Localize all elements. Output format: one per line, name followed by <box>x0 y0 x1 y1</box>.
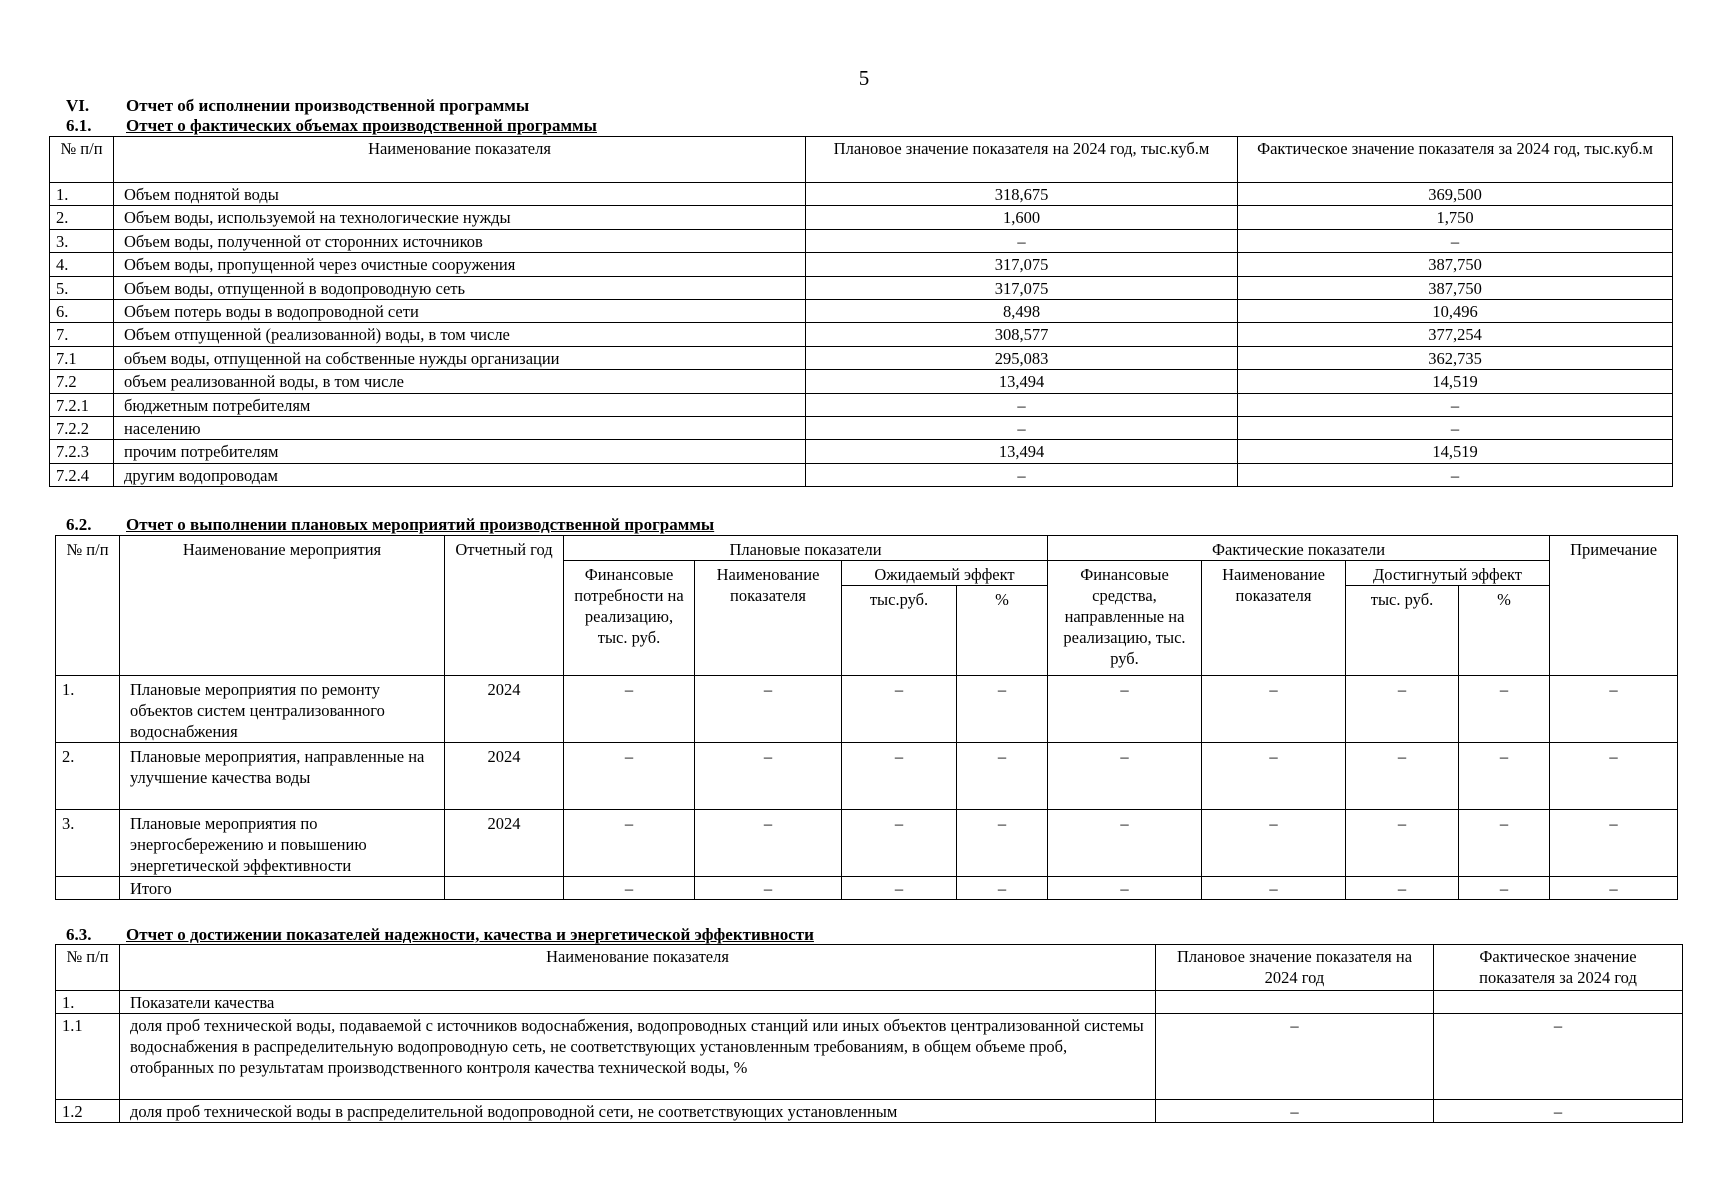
header-num: № п/п <box>56 945 120 991</box>
header-ach-pct: % <box>1459 586 1550 676</box>
table-row <box>56 1100 1683 1123</box>
page-number: 5 <box>858 66 870 90</box>
table-row <box>50 370 1673 393</box>
row-plan: 317,075 <box>806 253 1238 276</box>
row-value: – <box>564 676 695 743</box>
row-plan: 13,494 <box>806 440 1238 463</box>
table-row <box>50 229 1673 252</box>
header-note: Примечание <box>1550 536 1678 676</box>
row-value: – <box>1202 810 1346 877</box>
section-vi-title: Отчет об исполнении производственной программы <box>126 96 530 115</box>
table-row <box>50 253 1673 276</box>
quality-indicators-table <box>55 944 1683 1123</box>
row-value: – <box>1346 743 1459 810</box>
row-fact: 14,519 <box>1238 370 1673 393</box>
row-fact: – <box>1434 1014 1683 1100</box>
header-fact: Фактическое значение показателя за 2024 год, тыс.куб.м <box>1238 137 1673 183</box>
table-header-row <box>50 137 1673 183</box>
row-plan: – <box>806 463 1238 486</box>
row-plan: 308,577 <box>806 323 1238 346</box>
header-ach-rub: тыс. руб. <box>1346 586 1459 676</box>
row-value: – <box>1048 810 1202 877</box>
row-plan: – <box>806 393 1238 416</box>
row-name: другим водопроводам <box>114 463 806 486</box>
row-num: 7.2.2 <box>50 416 114 439</box>
row-value: – <box>1048 676 1202 743</box>
row-name: доля проб технической воды, подаваемой с источников водоснабжения, водопроводных станций или иных объектов централизованной системы водоснабжения в распределительную водопроводную сеть, не соответствующих установленным требованиям, в общем объеме проб, отобранных по результатам производственного контроля качества технической воды, % <box>120 1014 1156 1100</box>
row-plan <box>1156 991 1434 1014</box>
row-note: – <box>1550 743 1678 810</box>
row-note: – <box>1550 676 1678 743</box>
row-value: – <box>1048 877 1202 900</box>
header-year: Отчетный год <box>445 536 564 676</box>
row-fact: – <box>1238 463 1673 486</box>
row-num: 7.2.1 <box>50 393 114 416</box>
row-fact: 10,496 <box>1238 299 1673 322</box>
section-vi-number: VI. <box>66 96 90 115</box>
row-plan: 295,083 <box>806 346 1238 369</box>
table-row <box>50 323 1673 346</box>
row-num: 5. <box>50 276 114 299</box>
row-fact: 387,750 <box>1238 253 1673 276</box>
row-plan: 13,494 <box>806 370 1238 393</box>
row-value: – <box>957 676 1048 743</box>
table-header-row <box>56 945 1683 991</box>
row-num: 4. <box>50 253 114 276</box>
table-header-row <box>56 536 1678 561</box>
row-name: доля проб технической воды в распределительной водопроводной сети, не соответствующих установленным <box>120 1100 1156 1123</box>
row-num: 1.1 <box>56 1014 120 1100</box>
row-name: Плановые мероприятия по ремонту объектов систем централизованного водоснабжения <box>120 676 445 743</box>
row-value: – <box>1459 676 1550 743</box>
row-plan: 318,675 <box>806 183 1238 206</box>
row-name: Объем воды, отпущенной в водопроводную сеть <box>114 276 806 299</box>
row-name: бюджетным потребителям <box>114 393 806 416</box>
header-fin-need: Финансовые потребности на реализацию, тыс. руб. <box>564 561 695 676</box>
table-row <box>56 743 1678 810</box>
row-year: 2024 <box>445 810 564 877</box>
header-num: № п/п <box>50 137 114 183</box>
row-value: – <box>1202 877 1346 900</box>
row-num: 7.2.3 <box>50 440 114 463</box>
row-value: – <box>842 810 957 877</box>
header-actual: Фактические показатели <box>1048 536 1550 561</box>
row-value: – <box>1459 810 1550 877</box>
header-name: Наименование мероприятия <box>120 536 445 676</box>
header-name: Наименование показателя <box>114 137 806 183</box>
row-name: Объем поднятой воды <box>114 183 806 206</box>
row-value: – <box>1346 676 1459 743</box>
row-num: 7.2.4 <box>50 463 114 486</box>
row-num: 1.2 <box>56 1100 120 1123</box>
row-fact: 369,500 <box>1238 183 1673 206</box>
planned-activities-table <box>55 535 1678 900</box>
row-num: 1. <box>50 183 114 206</box>
row-num: 1. <box>56 991 120 1014</box>
row-fact: – <box>1238 229 1673 252</box>
header-name: Наименование показателя <box>120 945 1156 991</box>
row-name: Объем воды, полученной от сторонних источников <box>114 229 806 252</box>
table-row <box>56 810 1678 877</box>
row-num: 7.2 <box>50 370 114 393</box>
section-6-1-title: Отчет о фактических объемах производственной программы <box>126 116 597 135</box>
header-planned: Плановые показатели <box>564 536 1048 561</box>
row-plan: 317,075 <box>806 276 1238 299</box>
row-name: Плановые мероприятия по энергосбережению и повышению энергетической эффективности <box>120 810 445 877</box>
table-row <box>50 299 1673 322</box>
section-6-3-heading <box>66 925 1066 945</box>
row-value: – <box>957 810 1048 877</box>
row-year: 2024 <box>445 676 564 743</box>
section-vi-heading <box>66 96 966 116</box>
row-fact: 362,735 <box>1238 346 1673 369</box>
table-row <box>50 183 1673 206</box>
header-fin-spent: Финансовые средства, направленные на реализацию, тыс. руб. <box>1048 561 1202 676</box>
header-num: № п/п <box>56 536 120 676</box>
table-row <box>56 676 1678 743</box>
row-name: населению <box>114 416 806 439</box>
row-value: – <box>564 743 695 810</box>
section-6-1-number: 6.1. <box>66 116 92 135</box>
production-volumes-table <box>49 136 1673 487</box>
row-value: – <box>1202 743 1346 810</box>
header-ind-name-actual: Наименование показателя <box>1202 561 1346 676</box>
row-value: – <box>1459 743 1550 810</box>
row-value: – <box>564 877 695 900</box>
row-fact: 387,750 <box>1238 276 1673 299</box>
row-year <box>445 877 564 900</box>
row-fact: – <box>1238 416 1673 439</box>
row-num: 3. <box>56 810 120 877</box>
row-name: Объем воды, используемой на технологические нужды <box>114 206 806 229</box>
table-row <box>50 440 1673 463</box>
row-num: 3. <box>50 229 114 252</box>
section-6-3-number: 6.3. <box>66 925 92 944</box>
header-fact: Фактическое значение показателя за 2024 год <box>1434 945 1683 991</box>
row-num: 2. <box>50 206 114 229</box>
row-value: – <box>1346 810 1459 877</box>
section-6-2-title: Отчет о выполнении плановых мероприятий производственной программы <box>126 515 715 534</box>
row-plan: – <box>1156 1014 1434 1100</box>
header-achieved-effect: Достигнутый эффект <box>1346 561 1550 586</box>
section-6-1-heading <box>66 116 966 136</box>
section-6-2-number: 6.2. <box>66 515 92 534</box>
row-value: – <box>842 743 957 810</box>
row-fact: 1,750 <box>1238 206 1673 229</box>
header-exp-pct: % <box>957 586 1048 676</box>
table-row <box>50 276 1673 299</box>
table-row <box>50 393 1673 416</box>
row-fact: 14,519 <box>1238 440 1673 463</box>
header-expected-effect: Ожидаемый эффект <box>842 561 1048 586</box>
row-note: – <box>1550 877 1678 900</box>
row-num: 7. <box>50 323 114 346</box>
row-value: – <box>1202 676 1346 743</box>
total-label: Итого <box>120 877 445 900</box>
table-row <box>50 463 1673 486</box>
row-fact: 377,254 <box>1238 323 1673 346</box>
row-plan: – <box>1156 1100 1434 1123</box>
row-name: Объем потерь воды в водопроводной сети <box>114 299 806 322</box>
row-num <box>56 877 120 900</box>
row-num: 6. <box>50 299 114 322</box>
row-fact: – <box>1238 393 1673 416</box>
row-note: – <box>1550 810 1678 877</box>
row-num: 2. <box>56 743 120 810</box>
row-value: – <box>695 810 842 877</box>
row-value: – <box>842 676 957 743</box>
table-row <box>56 991 1683 1014</box>
row-value: – <box>1459 877 1550 900</box>
row-value: – <box>695 877 842 900</box>
row-value: – <box>564 810 695 877</box>
row-name: объем воды, отпущенной на собственные нужды организации <box>114 346 806 369</box>
row-fact: – <box>1434 1100 1683 1123</box>
row-value: – <box>1346 877 1459 900</box>
row-year: 2024 <box>445 743 564 810</box>
row-name: Объем отпущенной (реализованной) воды, в том числе <box>114 323 806 346</box>
row-name: Показатели качества <box>120 991 1156 1014</box>
section-6-2-heading <box>66 515 966 535</box>
header-plan: Плановое значение показателя на 2024 год, тыс.куб.м <box>806 137 1238 183</box>
row-value: – <box>1048 743 1202 810</box>
header-ind-name: Наименование показателя <box>695 561 842 676</box>
row-value: – <box>695 676 842 743</box>
row-value: – <box>957 877 1048 900</box>
row-fact <box>1434 991 1683 1014</box>
row-num: 1. <box>56 676 120 743</box>
table-row <box>50 416 1673 439</box>
row-name: Объем воды, пропущенной через очистные сооружения <box>114 253 806 276</box>
row-value: – <box>957 743 1048 810</box>
row-plan: – <box>806 229 1238 252</box>
row-plan: 8,498 <box>806 299 1238 322</box>
header-plan: Плановое значение показателя на 2024 год <box>1156 945 1434 991</box>
row-name: прочим потребителям <box>114 440 806 463</box>
row-num: 7.1 <box>50 346 114 369</box>
section-6-3-title: Отчет о достижении показателей надежности, качества и энергетической эффективности <box>126 925 814 944</box>
header-exp-rub: тыс.руб. <box>842 586 957 676</box>
table-row <box>50 206 1673 229</box>
total-row <box>56 877 1678 900</box>
row-plan: 1,600 <box>806 206 1238 229</box>
row-value: – <box>695 743 842 810</box>
table-row <box>56 1014 1683 1100</box>
row-name: объем реализованной воды, в том числе <box>114 370 806 393</box>
row-name: Плановые мероприятия, направленные на улучшение качества воды <box>120 743 445 810</box>
row-plan: – <box>806 416 1238 439</box>
row-value: – <box>842 877 957 900</box>
table-row <box>50 346 1673 369</box>
